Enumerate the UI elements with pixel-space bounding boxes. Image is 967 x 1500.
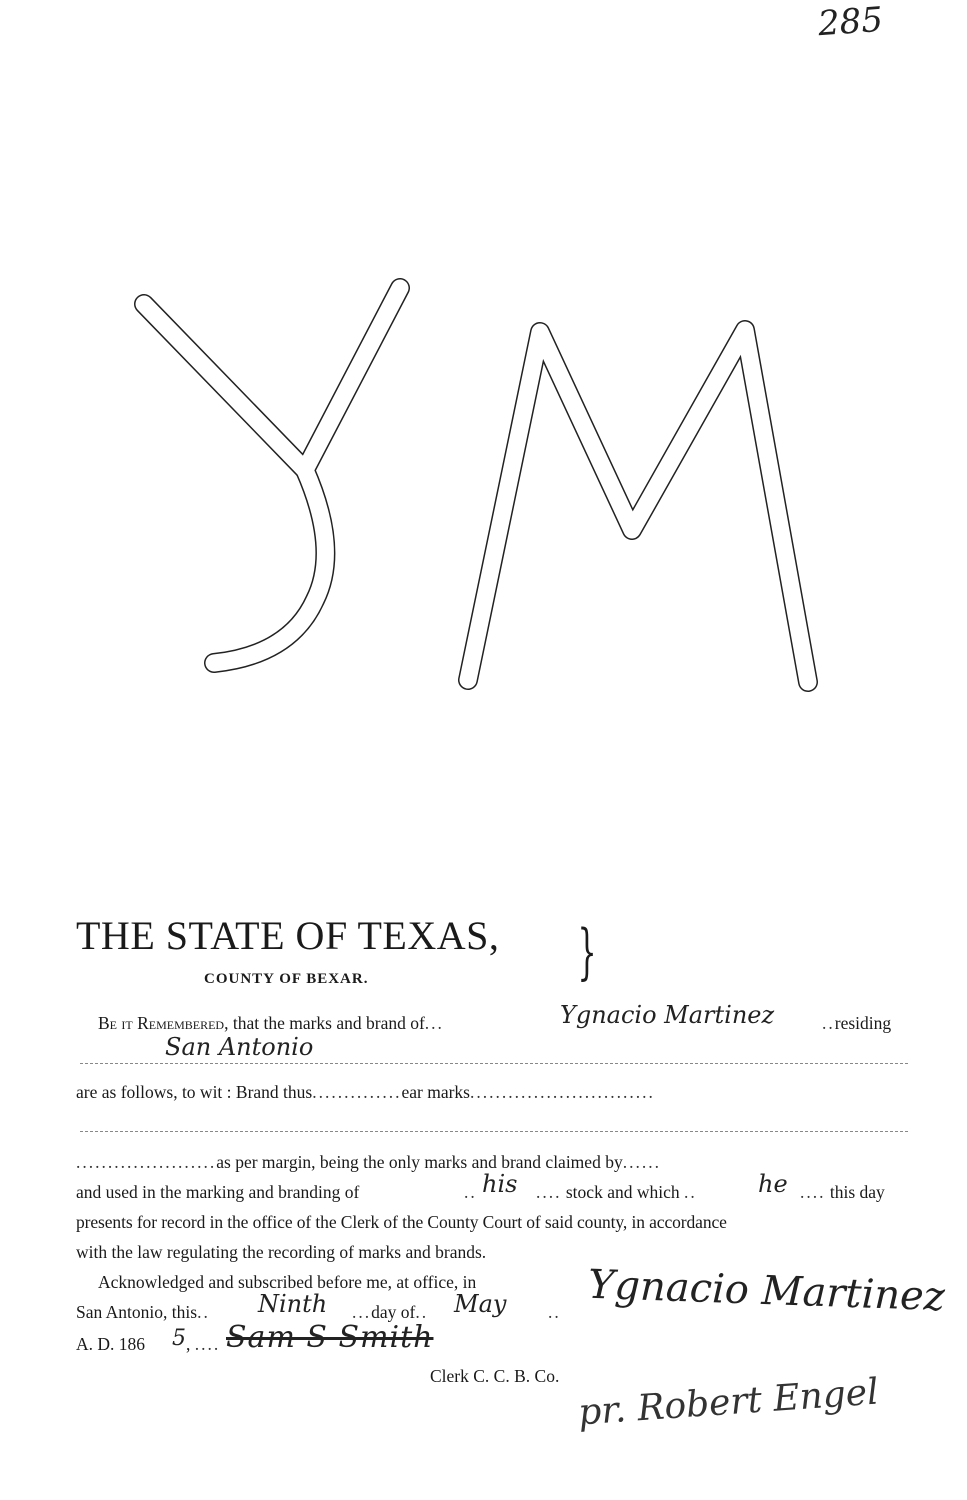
year-digit-field: 5 (172, 1326, 186, 1351)
form-line-3: are as follows, to wit : Brand thus..............ear marks............................. (76, 1082, 655, 1102)
pronoun-possessive-field: his (482, 1170, 518, 1198)
owner-name-field: Ygnacio Martinez (560, 1001, 775, 1029)
as-per-margin-text: as per margin, being the only marks and brand claimed by (216, 1152, 623, 1172)
residence-field: San Antonio (165, 1033, 314, 1061)
ad-comma: , .... (186, 1334, 221, 1354)
ear-marks-text: ear marks (401, 1082, 470, 1102)
presents-line: presents for record in the office of the Clerk of the County Court of said county, in accordance (76, 1212, 727, 1232)
ad-text: A. D. 186 (76, 1334, 146, 1354)
stock-and-which-text: .... stock and which .. (536, 1182, 697, 1202)
clerk-title: Clerk C. C. B. Co. (430, 1366, 560, 1386)
brand-letter-y (144, 288, 400, 663)
day-value-field: Ninth (258, 1290, 328, 1318)
law-line: with the law regulating the recording of marks and brands. (76, 1242, 487, 1262)
form-line-5: ......................as per margin, being the only marks and brand claimed by...... (76, 1152, 661, 1172)
clerk-signature: Sam S Smith (226, 1320, 434, 1355)
san-antonio-this-text: San Antonio, this.. (76, 1302, 210, 1322)
be-it-remembered: Be it Remembered, (98, 1013, 229, 1033)
state-heading: THE STATE OF TEXAS, (76, 913, 500, 958)
page-number: 285 (816, 0, 885, 45)
marks-brand-of-text: that the marks and brand of (232, 1013, 425, 1033)
brace-glyph: } (577, 917, 597, 987)
form-line-6 (76, 1182, 359, 1203)
dots-b: .. (548, 1302, 561, 1322)
dots-a: .. (464, 1182, 477, 1202)
brand-thus-text: Brand thus (235, 1082, 313, 1102)
as-follows-text: are as follows, to wit : (76, 1082, 232, 1102)
day-of-text: ...day of.. (352, 1302, 429, 1322)
brand-letter-m (468, 330, 808, 682)
used-in-text: and used in the marking and branding of (76, 1182, 360, 1202)
residence-rule (80, 1063, 908, 1064)
brand-drawing (0, 270, 967, 710)
owner-signature: Ygnacio Martinez (587, 1261, 946, 1321)
deputy-signature: pr. Robert Engel (576, 1371, 880, 1434)
month-value-field: May (454, 1290, 507, 1318)
acknowledged-line: Acknowledged and subscribed before me, at office, in (98, 1272, 477, 1292)
county-heading: COUNTY OF BEXAR. (204, 971, 369, 987)
this-day-text: .... this day (800, 1182, 885, 1202)
blank-rule (80, 1131, 908, 1132)
form-line-1: Be it Remembered, that the marks and brand of... (98, 1013, 444, 1033)
residing-text: ..residing (822, 1013, 892, 1033)
pronoun-subject-field: he (758, 1170, 788, 1198)
